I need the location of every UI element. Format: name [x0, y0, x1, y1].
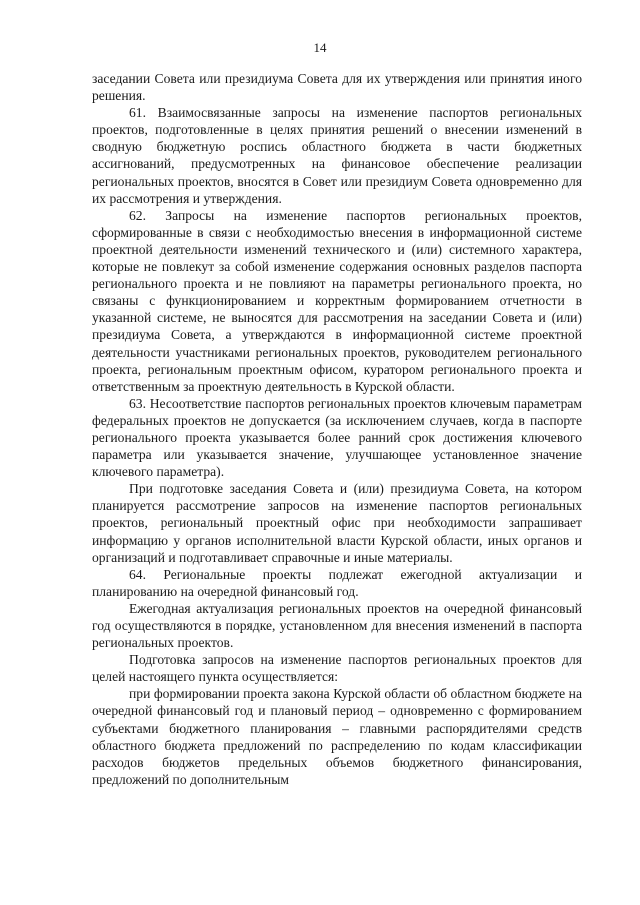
paragraph-64-actualization: Ежегодная актуализация региональных проектов на очередной финансовый год осуществляются в порядке, установленном для внесения изменений в паспорта региональных проектов.	[92, 600, 582, 651]
paragraph-64-requests: Подготовка запросов на изменение паспортов региональных проектов для целей настоящего пункта осуществляется:	[92, 652, 582, 685]
document-body	[92, 70, 582, 788]
paragraph-63-preparation: При подготовке заседания Совета и (или) президиума Совета, на котором планируется рассмотрение запросов на изменение паспортов региональных проектов, региональный проектный офис при необходимости запрашивает информацию у органов исполнительной власти Курской области, иных органов и организаций и подготавливает справочные и иные материалы.	[92, 481, 582, 565]
paragraph-63: 63. Несоответствие паспортов региональных проектов ключевым параметрам федеральных проектов не допускается (за исключением случаев, когда в паспорте регионального проекта указывается более ранний срок достижения ключевого параметра или указывается значение, улучшающее установленное значение ключевого параметра).	[92, 395, 582, 480]
page-number: 14	[313, 40, 327, 55]
paragraph-continuation: заседании Совета или президиума Совета для их утверждения или принятия иного решения.	[92, 71, 582, 104]
paragraph-64-budget-law: при формировании проекта закона Курской области об областном бюджете на очередной финансовый год и плановый период – одновременно с формированием субъектами бюджетного планирования – главными распорядителями средств областного бюджета предложений по распределению по кодам классификации расходов бюджетов предельных объемов бюджетного финансирования, предложений по дополнительным	[92, 686, 582, 787]
paragraph-61: 61. Взаимосвязанные запросы на изменение паспортов региональных проектов, подготовленные в целях принятия решений о внесении изменений в сводную бюджетную роспись областного бюджета в части бюджетных ассигнований, предусмотренных на финансовое обеспечение реализации региональных проектов, вносятся в Совет или президиум Совета одновременно для их рассмотрения и утверждения.	[92, 105, 582, 206]
paragraph-62: 62. Запросы на изменение паспортов региональных проектов, сформированные в связи с необходимостью внесения в информационной системе проектной деятельности изменений технического и (или) системного характера, которые не повлекут за собой изменение содержания основных разделов паспорта регионального проекта и не повлияют на параметры регионального проекта, но связаны с функционированием и корректным формированием отчетности в указанной системе, не выносятся для рассмотрения на заседании Совета и (или) президиума Совета, а утверждаются в информационной системе проектной деятельности участниками региональных проектов, руководителем регионального проекта, региональным проектным офисом, куратором регионального проекта и ответственным за проектную деятельность в Курской области.	[92, 207, 582, 394]
paragraph-64: 64. Региональные проекты подлежат ежегодной актуализации и планированию на очередной финансовый год.	[92, 566, 582, 599]
